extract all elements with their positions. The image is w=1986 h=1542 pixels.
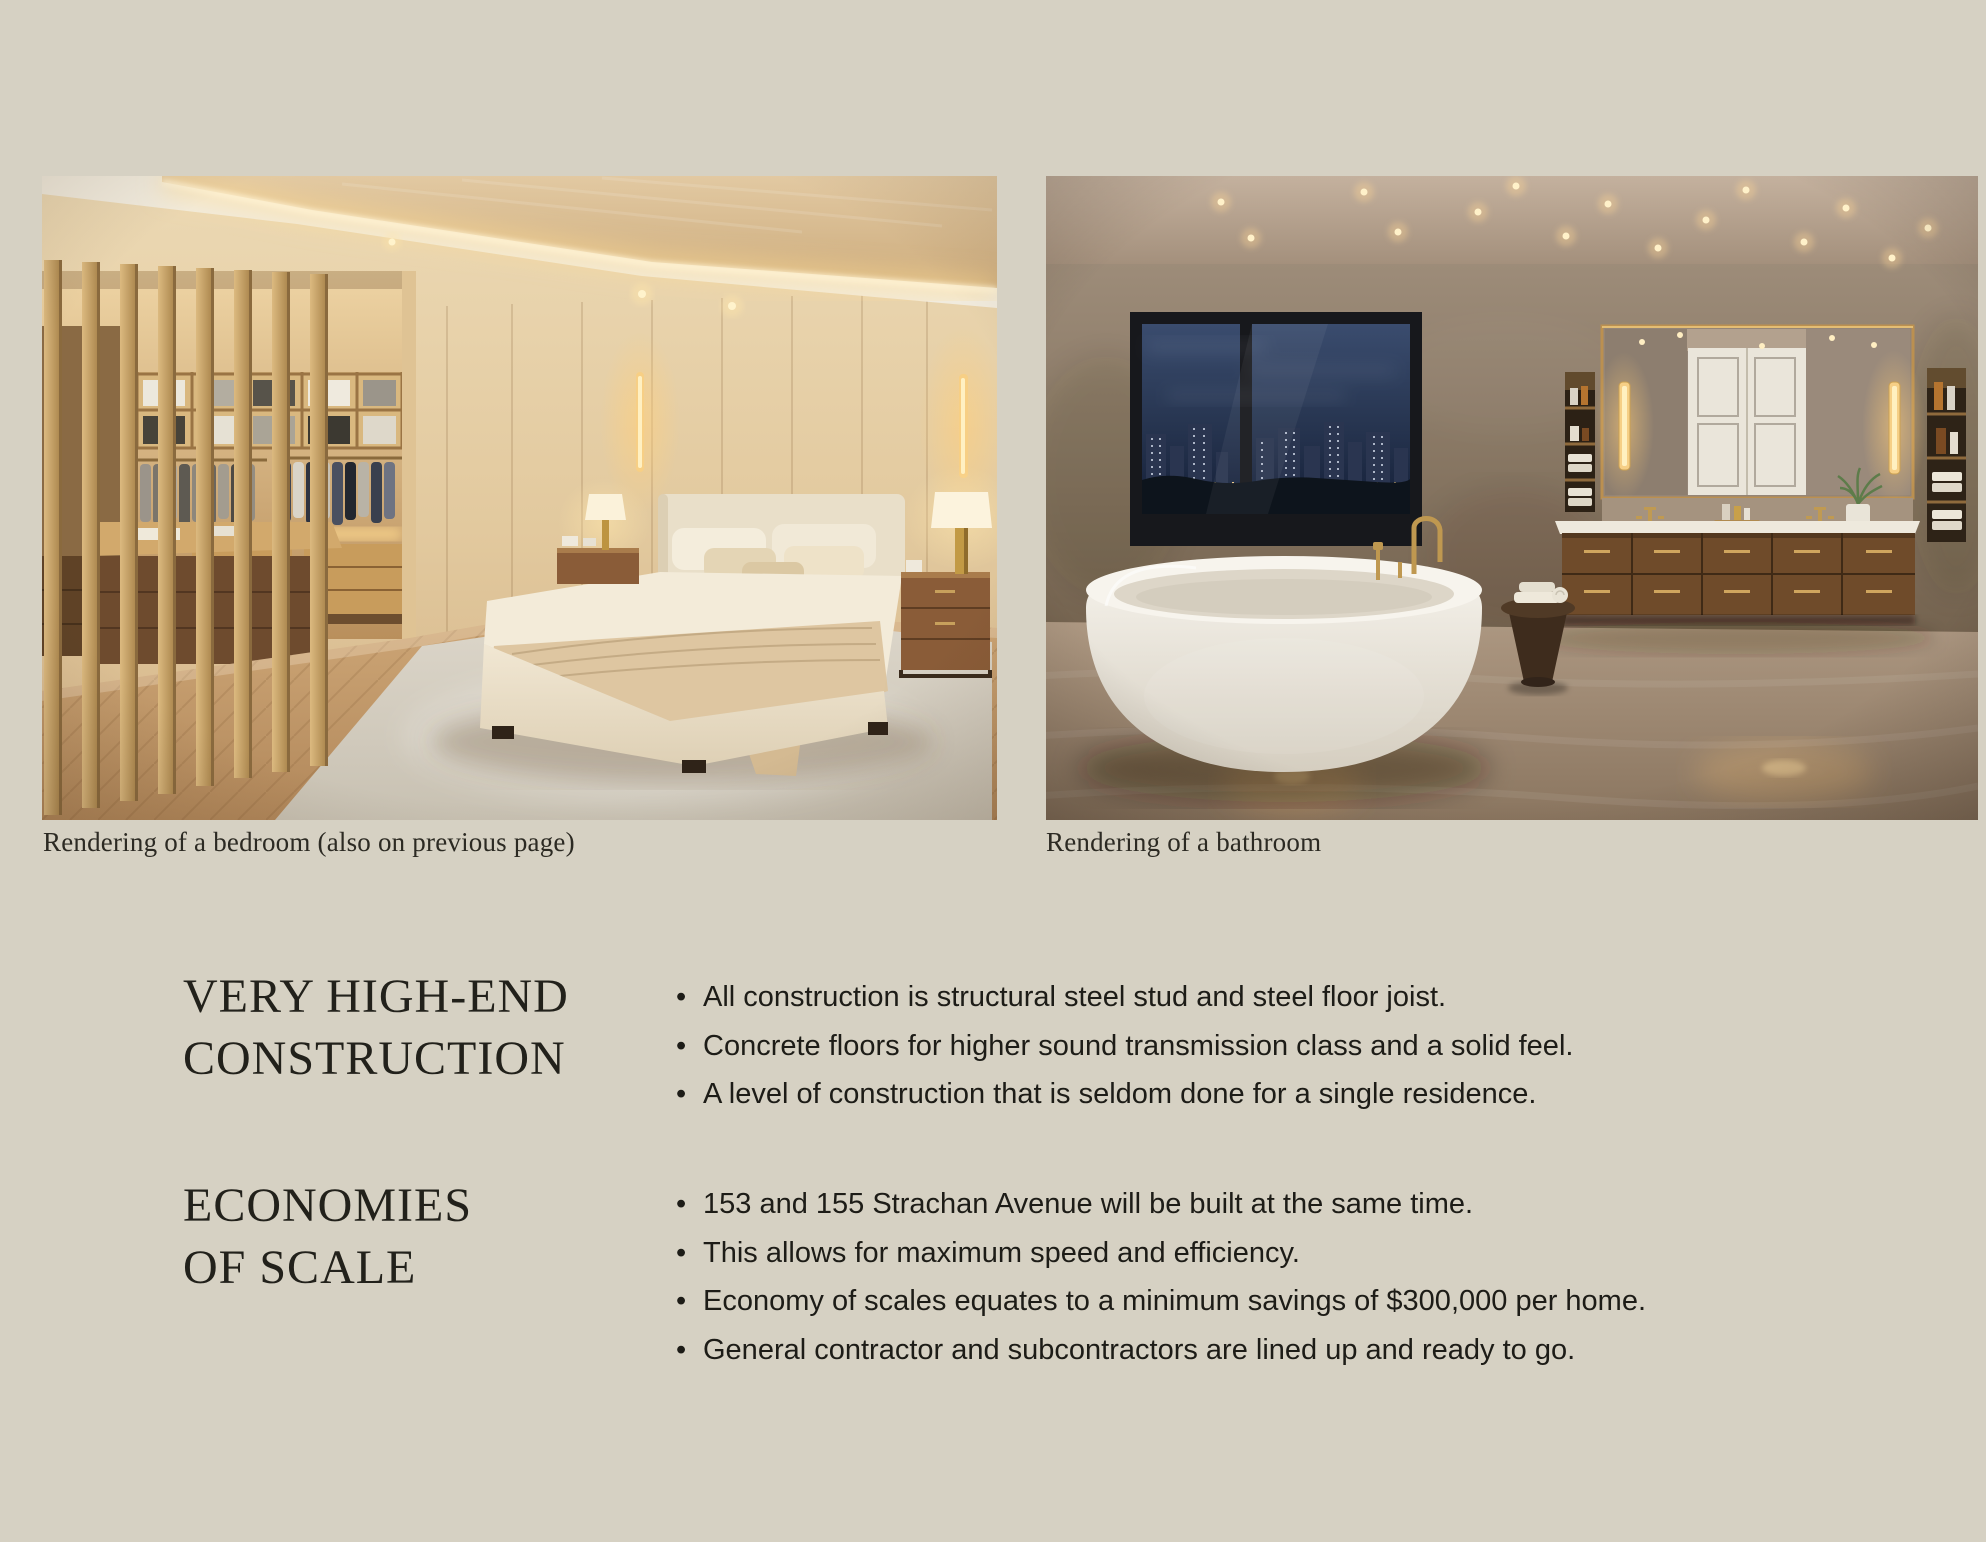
bedroom-illustration [42, 176, 997, 820]
bullet-item: • This allows for maximum speed and efficiency. [676, 1229, 1646, 1278]
bathroom-illustration [1046, 176, 1978, 820]
heading-line: ECONOMIES [183, 1179, 473, 1232]
bedroom-vignette [42, 176, 997, 820]
bullet-item: • General contractor and subcontractors are lined up and ready to go. [676, 1326, 1646, 1375]
bedroom-caption: Rendering of a bedroom (also on previous page) [43, 827, 575, 857]
heading-line: VERY HIGH-END [183, 970, 569, 1023]
bedroom-rendering-image [42, 176, 997, 820]
bathroom-rendering-image [1046, 176, 1978, 820]
bathroom-vignette [1046, 176, 1978, 820]
bullet-item: • Concrete floors for higher sound transmission class and a solid feel. [676, 1022, 1573, 1071]
economies-bullet-list [676, 1180, 1646, 1374]
bathroom-caption: Rendering of a bathroom [1046, 827, 1322, 857]
bullet-item: • A level of construction that is seldom done for a single residence. [676, 1070, 1573, 1119]
bullet-item: • Economy of scales equates to a minimum savings of $300,000 per home. [676, 1277, 1646, 1326]
section-heading-construction [183, 966, 569, 1090]
bullet-item: • All construction is structural steel stud and steel floor joist. [676, 973, 1573, 1022]
heading-line: OF SCALE [183, 1241, 417, 1294]
section-heading-economies [183, 1175, 472, 1299]
construction-bullet-list [676, 973, 1573, 1119]
heading-line: CONSTRUCTION [183, 1032, 566, 1085]
bullet-item: • 153 and 155 Strachan Avenue will be built at the same time. [676, 1180, 1646, 1229]
